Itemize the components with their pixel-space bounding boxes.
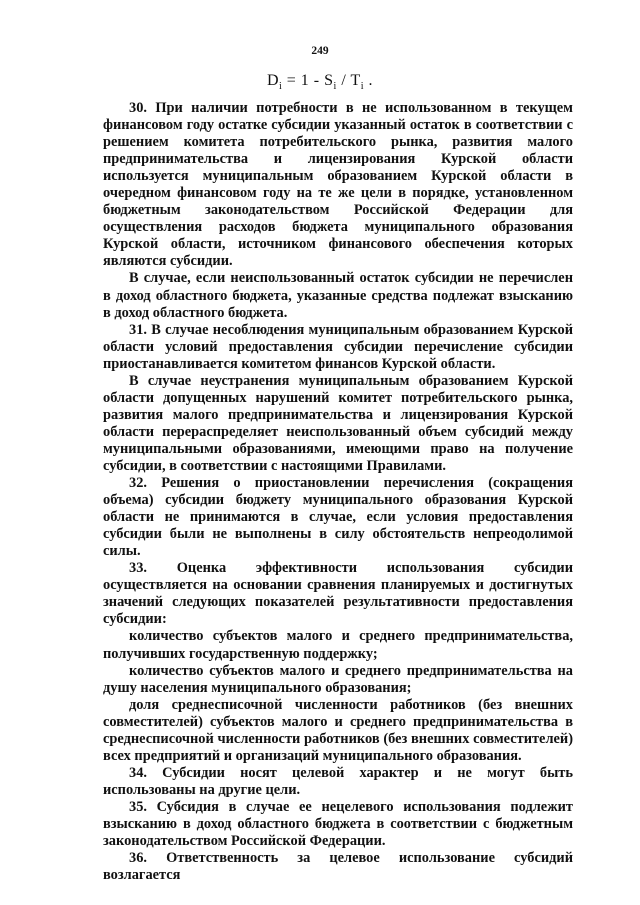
formula-equals: = 1 - [282, 72, 325, 89]
indicator-item-2: количество субъектов малого и среднего предпринимательства на душу населения муниципального образования; [103, 662, 573, 696]
formula-end: . [364, 72, 374, 89]
formula-t-sub: i [360, 81, 365, 93]
paragraph-30: 30. При наличии потребности в не использованном в текущем финансовом году остатке субсидии указанный остаток в соответствии с решением комитета потребительского рынка, развития малого предпринимательства и лицензирования Курской области используется муниципальным образованием Курской области в очередном финансовом году на те же цели в порядке, установленном бюджетным законодательством Российской Федерации для осуществления расходов бюджета муниципального образования Курской области, источником финансового обеспечения которых являются субсидии. [103, 100, 573, 270]
paragraph-33: 33. Оценка эффективности использования субсидии осуществляется на основании сравнения планируемых и достигнутых значений следующих показателей результативности предоставления субсидии: [103, 560, 573, 628]
page-number: 249 [311, 45, 329, 57]
paragraph-30-remainder: В случае, если неиспользованный остаток субсидии не перечислен в доход областного бюджета, указанные средства подлежат взысканию в доход областного бюджета. [103, 270, 573, 321]
paragraph-36: 36. Ответственность за целевое использование субсидий возлагается [103, 850, 573, 884]
paragraph-34: 34. Субсидии носят целевой характер и не могут быть использованы на другие цели. [103, 764, 573, 798]
body-text [103, 100, 573, 884]
formula-t: T [350, 72, 361, 89]
formula [0, 72, 640, 92]
paragraph-35: 35. Субсидия в случае ее нецелевого использования подлежит взысканию в доход областного бюджета в соответствии с бюджетным законодательством Российской Федерации. [103, 798, 573, 850]
formula-slash: / [336, 72, 351, 89]
paragraph-32: 32. Решения о приостановлении перечисления (сокращения объема) субсидии бюджету муниципального образования Курской области не принимаются в случае, если условия предоставления субсидии были не выполнены в силу обстоятельств непреодолимой силы. [103, 475, 573, 560]
indicator-item-3: доля среднесписочной численности работников (без внешних совместителей) субъектов малого и среднего предпринимательства в среднесписочной численности работников (без внешних совместителей) всех предприятий и организаций муниципального образования. [103, 696, 573, 764]
indicator-item-1: количество субъектов малого и среднего предпринимательства, получивших государственную поддержку; [103, 628, 573, 662]
formula-s-sub: i [333, 81, 337, 93]
paragraph-31: 31. В случае несоблюдения муниципальным образованием Курской области условий предоставления субсидии перечисление субсидии приостанавливается комитетом финансов Курской области. [103, 321, 573, 372]
formula-lhs-sub: i [279, 81, 283, 93]
paragraph-31-nonremedy: В случае неустранения муниципальным образованием Курской области допущенных нарушений комитет потребительского рынка, развития малого предпринимательства и лицензирования Курской области перераспределяет неиспользованный объем субсидий между муниципальными образованиями, имеющими право на получение субсидии, в соответствии с настоящими Правилами. [103, 372, 573, 474]
formula-lhs: D [266, 72, 279, 89]
formula-s: S [324, 72, 334, 89]
